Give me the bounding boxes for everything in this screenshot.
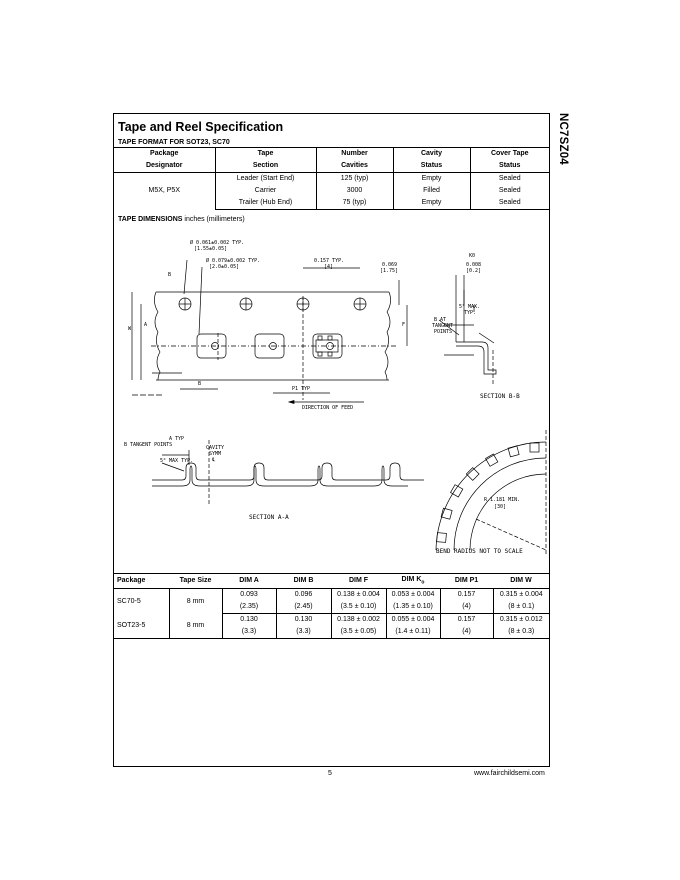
header-section: Section <box>215 160 316 173</box>
w-label: W <box>128 326 132 332</box>
cell-value: (3.5 ± 0.05) <box>331 626 386 639</box>
cell-cover: Sealed <box>470 173 549 186</box>
cell-cover: Sealed <box>470 197 549 210</box>
header-cover-tape: Cover Tape <box>470 148 549 161</box>
cell-value: (4) <box>440 601 493 614</box>
header-package: Package <box>114 148 215 161</box>
draft-label: 5° MAX. <box>459 304 481 310</box>
pocket-diameter-label: Ø 0.079±0.002 TYP. <box>206 258 261 264</box>
offset-label: 0.069 <box>382 262 398 268</box>
spec-frame <box>113 113 550 767</box>
cell-value: 0.096 <box>276 589 331 602</box>
cell-value: 0.130 <box>276 614 331 627</box>
cell-cavities: 3000 <box>316 185 393 197</box>
symm-label: SYMM <box>209 451 222 457</box>
package-designator: M5X, P5X <box>148 187 180 195</box>
cell-section: Leader (Start End) <box>215 173 316 186</box>
tangent-points-label: B TANGENT POINTS <box>124 442 173 448</box>
header-cavities: Cavities <box>316 160 393 173</box>
cell-value: (2.45) <box>276 601 331 614</box>
bend-radius-note: BEND RADIUS NOT TO SCALE <box>436 548 523 555</box>
col-dim-ko: DIM $K_o$ <box>386 574 440 589</box>
cell-value: (1.4 ± 0.11) <box>386 626 440 639</box>
cell-value: 0.315 ± 0.012 <box>493 614 549 627</box>
cell-value: (4) <box>440 626 493 639</box>
row-tape-size: 8 mm <box>169 614 222 639</box>
cell-value: (8 ± 0.1) <box>493 601 549 614</box>
tape-dimensions-title: TAPE DIMENSIONS inches (millimeters) <box>118 216 245 223</box>
header-number: Number <box>316 148 393 161</box>
page-number: 5 <box>328 770 332 777</box>
header-cover-status: Status <box>470 160 549 173</box>
col-tape-size: Tape Size <box>169 574 222 589</box>
cell-cavity-status: Empty <box>393 197 470 210</box>
cavity-label: CAVITY <box>206 445 225 451</box>
ko-mm: [0.2] <box>466 268 482 274</box>
header-designator: Designator <box>114 160 215 173</box>
header-cavity: Cavity <box>393 148 470 161</box>
b-label: B <box>168 272 172 278</box>
page-title: Tape and Reel Specification <box>118 120 284 134</box>
radius-label: R 1.181 MIN. <box>484 497 521 503</box>
cell-value: 0.130 <box>222 614 276 627</box>
section-bb-label: SECTION B-B <box>480 393 520 400</box>
pitch-mm: [4] <box>324 264 334 270</box>
row-package: SOT23-5 <box>114 614 169 639</box>
row-package: SC70-5 <box>117 597 141 605</box>
a-typ-label: A TYP <box>169 436 185 442</box>
side-product-label: NC7SZ04 <box>557 113 569 165</box>
b-at-label: B AT <box>434 317 447 323</box>
hole-diameter-mm: [1.55±0.05] <box>194 246 228 252</box>
draft-typ-label: TYP. <box>464 310 477 316</box>
row-tape-size: 8 mm <box>169 589 222 614</box>
cell-value: 0.157 <box>440 614 493 627</box>
footer-url[interactable]: www.fairchildsemi.com <box>474 770 545 777</box>
table-row <box>114 589 549 602</box>
points-label: POINTS <box>434 329 453 335</box>
a-label: A <box>144 322 148 328</box>
cell-value: (2.35) <box>222 601 276 614</box>
ko-label: K0 <box>469 253 476 259</box>
f-label: F <box>402 322 406 328</box>
cell-cavity-status: Empty <box>393 173 470 186</box>
feed-direction-label: DIRECTION OF FEED <box>302 405 354 411</box>
p1-label: P1 TYP <box>292 386 311 392</box>
cell-cavity-status: Filled <box>393 185 470 197</box>
cell-value: 0.138 ± 0.002 <box>331 614 386 627</box>
pocket-diameter-mm: [2.0±0.05] <box>209 264 240 270</box>
cell-value: 0.138 ± 0.004 <box>331 589 386 602</box>
b-label-bottom: B <box>198 381 202 387</box>
ko-value: 0.008 <box>466 262 482 268</box>
cell-section: Carrier <box>215 185 316 197</box>
col-dim-w: DIM W <box>493 574 549 589</box>
table-row <box>114 614 549 627</box>
max-typ-label: 5° MAX TYP. <box>160 458 194 464</box>
col-dim-f: DIM F <box>331 574 386 589</box>
cell-value: 0.093 <box>222 589 276 602</box>
col-package: Package <box>114 574 169 589</box>
tape-format-table <box>114 147 549 210</box>
tape-dimension-drawing <box>114 230 549 570</box>
cell-value: (3.5 ± 0.10) <box>331 601 386 614</box>
section-aa-label: SECTION A-A <box>249 514 289 521</box>
table-row <box>114 173 549 186</box>
cell-value: 0.157 <box>440 589 493 602</box>
col-dim-p1: DIM P1 <box>440 574 493 589</box>
cell-value: (8 ± 0.3) <box>493 626 549 639</box>
header-tape: Tape <box>215 148 316 161</box>
hole-diameter-label: Ø 0.061±0.002 TYP. <box>190 240 245 246</box>
tangent-label: TANGENT <box>432 323 454 329</box>
cell-section: Trailer (Hub End) <box>215 197 316 210</box>
header-status: Status <box>393 160 470 173</box>
cell-value: (3.3) <box>276 626 331 639</box>
cell-value: (3.3) <box>222 626 276 639</box>
pitch-label: 0.157 TYP. <box>314 258 345 264</box>
cell-cavities: 125 (typ) <box>316 173 393 186</box>
radius-mm: [30] <box>494 504 507 510</box>
cell-value: 0.053 ± 0.004 <box>386 589 440 602</box>
cell-value: (1.35 ± 0.10) <box>386 601 440 614</box>
tape-format-subtitle: TAPE FORMAT FOR SOT23, SC70 <box>118 139 230 146</box>
col-dim-b: DIM B <box>276 574 331 589</box>
cell-cavities: 75 (typ) <box>316 197 393 210</box>
cell-value: 0.315 ± 0.004 <box>493 589 549 602</box>
cell-value: 0.055 ± 0.004 <box>386 614 440 627</box>
dimension-table <box>114 573 549 639</box>
col-dim-a: DIM A <box>222 574 276 589</box>
cell-cover: Sealed <box>470 185 549 197</box>
offset-mm: [1.75] <box>380 268 399 274</box>
centerline-symbol: ℄ <box>212 457 216 463</box>
